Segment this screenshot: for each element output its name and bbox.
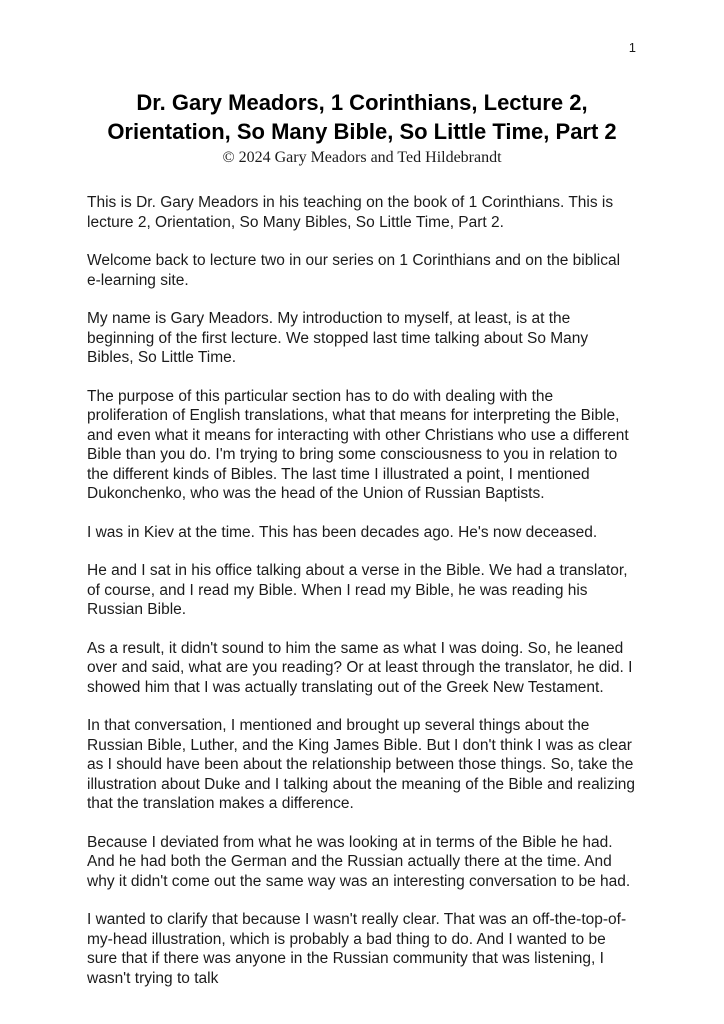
- page-number: 1: [628, 40, 636, 55]
- title-block: [0, 88, 724, 167]
- paragraph: He and I sat in his office talking about a verse in the Bible. We had a translator, of course, and I read my Bible. When I read my Bible, he was reading his Russian Bible.: [87, 562, 628, 619]
- paragraph: In that conversation, I mentioned and brought up several things about the Russian Bible, Luther, and the King James Bible. But I don't think I was as clear as I should have been about the relationship between those things. So, take the illustration about Duke and I talking about the meaning of the Bible and realizing that the translation makes a difference.: [87, 717, 636, 813]
- paragraph: Welcome back to lecture two in our series on 1 Corinthians and on the biblical e-learning site.: [87, 252, 621, 289]
- paragraph: The purpose of this particular section has to do with dealing with the proliferation of English translations, what that means for interpreting the Bible, and even what it means for interacting with other Christians who use a different Bible than you do. I'm trying to bring some consciousness to you in relation to the different kinds of Bibles. The last time I illustrated a point, I mentioned Dukonchenko, who was the head of the Union of Russian Baptists.: [87, 387, 629, 503]
- document-title-line-2: Orientation, So Many Bible, So Little Time, Part 2: [107, 119, 617, 145]
- copyright-line: © 2024 Gary Meadors and Ted Hildebrandt: [222, 149, 502, 167]
- paragraph: Because I deviated from what he was looking at in terms of the Bible he had. And he had both the German and the Russian actually there at the time. And why it didn't come out the same way was an interesting conversation to be had.: [87, 833, 631, 890]
- paragraph: I was in Kiev at the time. This has been decades ago. He's now deceased.: [87, 523, 598, 541]
- document-body: [87, 193, 637, 988]
- paragraph: This is Dr. Gary Meadors in his teaching on the book of 1 Corinthians. This is lecture 2, Orientation, So Many Bibles, So Little Time, Part 2.: [87, 194, 614, 231]
- paragraph: My name is Gary Meadors. My introduction to myself, at least, is at the beginning of the first lecture. We stopped last time talking about So Many Bibles, So Little Time.: [87, 310, 589, 367]
- paragraph: As a result, it didn't sound to him the same as what I was doing. So, he leaned over and said, what are you reading? Or at least through the translator, he did. I showed him that I was actually translating out of the Greek New Testament.: [87, 639, 633, 696]
- document-title-line-1: Dr. Gary Meadors, 1 Corinthians, Lecture 2,: [136, 90, 588, 115]
- paragraph: I wanted to clarify that because I wasn't really clear. That was an off-the-top-of-my-head illustration, which is probably a bad thing to do. And I wanted to be sure that if there was anyone in the Russian community that was listening, I wasn't trying to talk: [87, 911, 627, 987]
